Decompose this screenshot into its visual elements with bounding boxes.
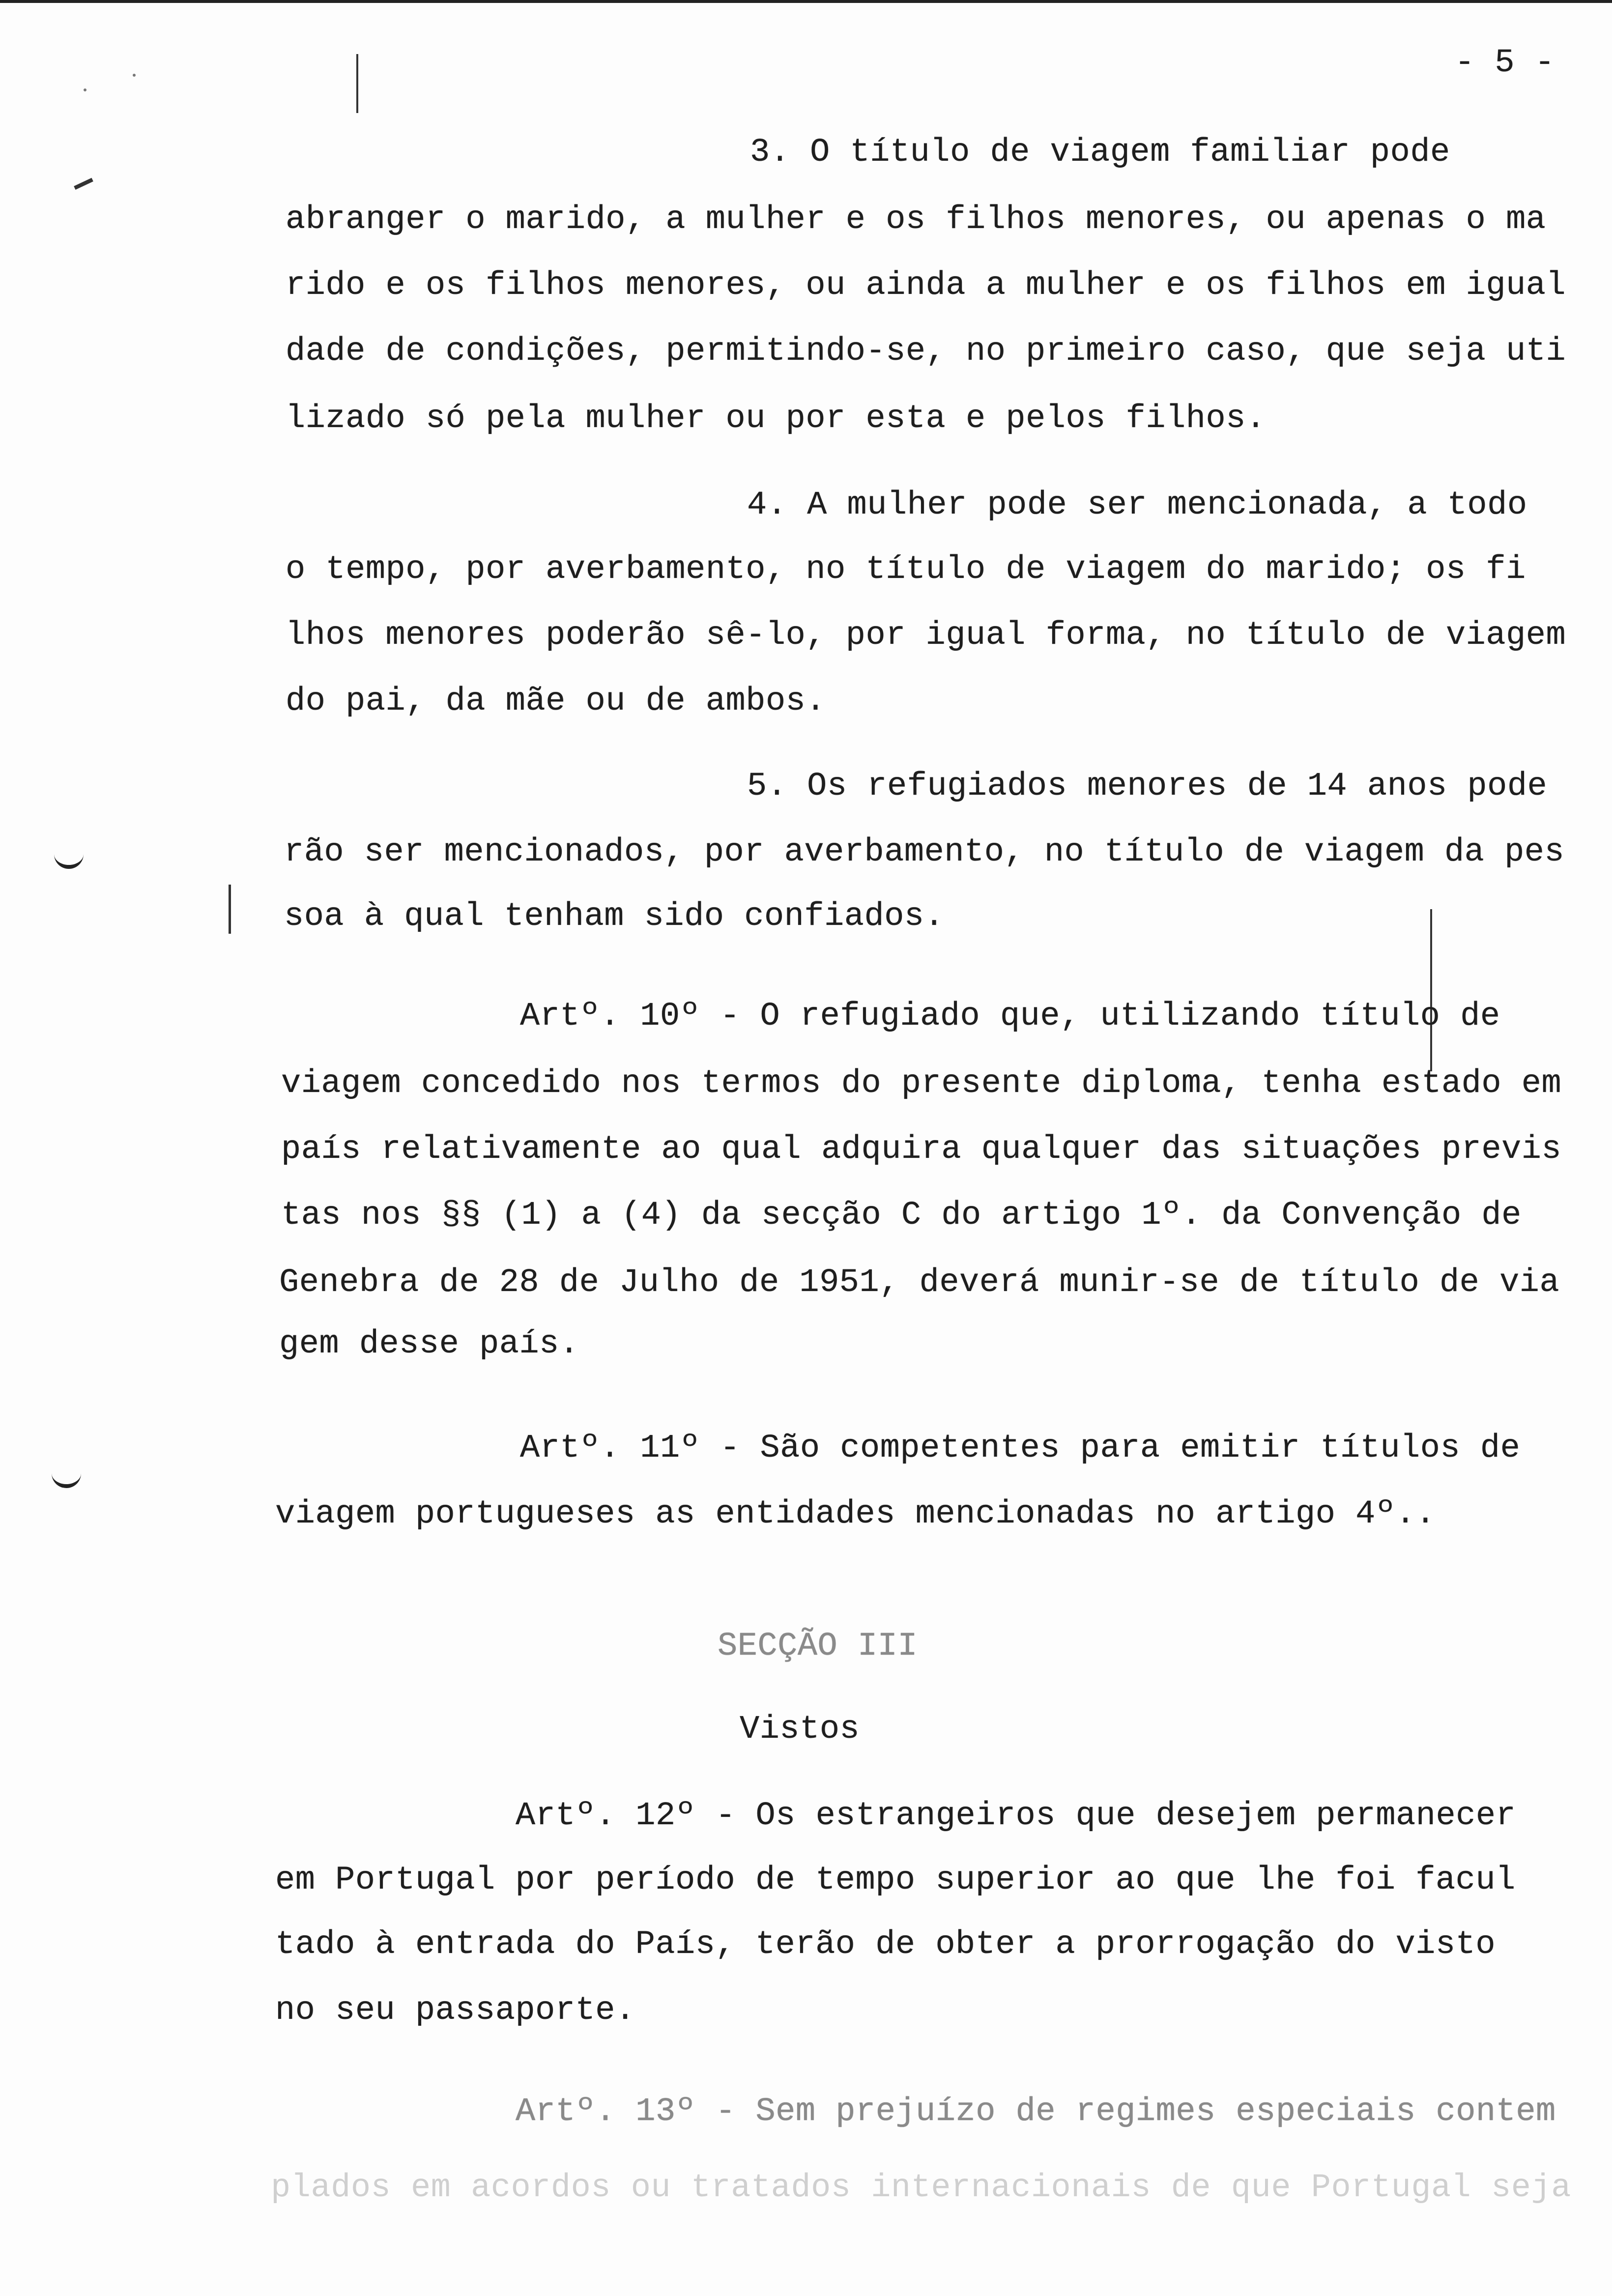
text-line: abranger o marido, a mulher e os filhos menores, ou apenas o ma [286,201,1546,238]
text-line: o tempo, por averbamento, no título de viagem do marido; os fi [286,551,1526,588]
text-line: gem desse país. [279,1325,579,1363]
text-line: do pai, da mãe ou de ambos. [286,683,826,720]
text-line: Artº. 11º - São competentes para emitir títulos de [520,1430,1521,1467]
text-line: Artº. 12º - Os estrangeiros que desejem permanecer [516,1797,1516,1835]
text-line: em Portugal por período de tempo superior ao que lhe foi facul [275,1862,1516,1899]
text-line: Genebra de 28 de Julho de 1951, deverá munir-se de título de via [279,1264,1560,1301]
margin-speck [84,88,86,91]
text-line: rido e os filhos menores, ou ainda a mulher e os filhos em igual [286,267,1566,304]
page-number: - 5 - [1455,44,1555,82]
margin-punch-mark [54,845,84,869]
margin-mark [74,178,93,190]
section-subheading: Vistos [740,1711,860,1748]
text-line: país relativamente ao qual adquira qualquer das situações previs [281,1131,1562,1168]
margin-punch-mark [52,1464,81,1488]
text-line: 4. A mulher pode ser mencionada, a todo [747,487,1527,524]
section-heading: SECÇÃO III [718,1628,918,1665]
margin-pencil-mark [1430,909,1432,1071]
text-line: tas nos §§ (1) a (4) da secção C do artigo 1º. da Convenção de [281,1197,1522,1234]
text-line: no seu passaporte. [275,1992,635,2029]
text-line: Artº. 13º - Sem prejuízo de regimes especiais contem [516,2093,1556,2130]
text-line: Artº. 10º - O refugiado que, utilizando título de [520,998,1500,1035]
text-line: viagem portugueses as entidades mencionadas no artigo 4º.. [275,1495,1436,1533]
text-line: plados em acordos ou tratados internacionais de que Portugal seja [271,2169,1571,2207]
margin-pencil-mark [229,885,231,934]
text-line: soa à qual tenham sido confiados. [284,898,945,935]
text-line: lizado só pela mulher ou por esta e pelos filhos. [286,400,1266,437]
text-line: dade de condições, permitindo-se, no primeiro caso, que seja uti [286,333,1566,370]
margin-speck [133,74,136,77]
margin-pencil-mark [356,54,358,113]
text-line: 3. O título de viagem familiar pode [750,134,1450,171]
text-line: tado à entrada do País, terão de obter a prorrogação do visto [275,1926,1496,1963]
text-line: lhos menores poderão sê-lo, por igual forma, no título de viagem [286,617,1566,654]
text-line: viagem concedido nos termos do presente diploma, tenha estado em [281,1065,1562,1102]
scan-top-border [0,0,1612,3]
text-line: rão ser mencionados, por averbamento, no título de viagem da pes [284,833,1565,871]
text-line: 5. Os refugiados menores de 14 anos pode [747,768,1548,805]
